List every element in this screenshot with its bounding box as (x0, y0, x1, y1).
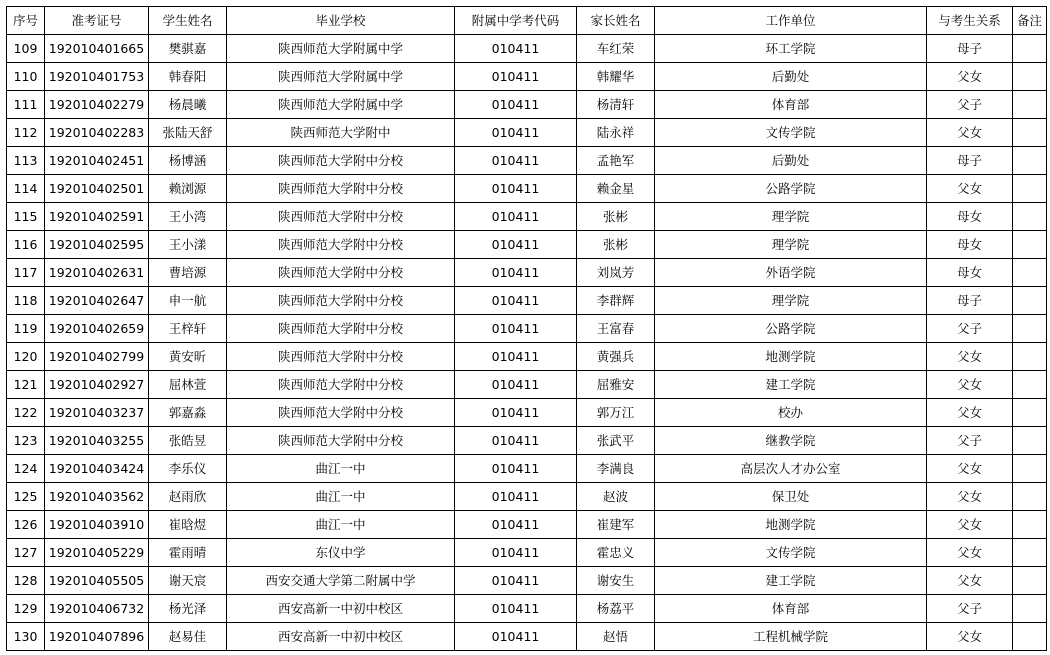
cell-student-name: 赖浏源 (149, 175, 227, 203)
cell-parent-name: 陆永祥 (577, 119, 655, 147)
cell-graduation-school: 曲江一中 (227, 483, 455, 511)
cell-ticket-number: 192010407896 (45, 623, 149, 651)
cell-remark (1013, 455, 1047, 483)
cell-index: 116 (7, 231, 45, 259)
cell-relationship: 父女 (927, 175, 1013, 203)
cell-school-code: 010411 (455, 119, 577, 147)
cell-index: 117 (7, 259, 45, 287)
cell-parent-name: 张彬 (577, 231, 655, 259)
cell-index: 110 (7, 63, 45, 91)
cell-parent-name: 赵悟 (577, 623, 655, 651)
cell-index: 125 (7, 483, 45, 511)
cell-remark (1013, 287, 1047, 315)
table-row (7, 399, 1047, 427)
cell-remark (1013, 623, 1047, 651)
cell-work-unit: 理学院 (655, 231, 927, 259)
cell-remark (1013, 63, 1047, 91)
cell-ticket-number: 192010402647 (45, 287, 149, 315)
cell-relationship: 父子 (927, 91, 1013, 119)
cell-work-unit: 体育部 (655, 595, 927, 623)
cell-ticket-number: 192010402591 (45, 203, 149, 231)
cell-student-name: 张陆天舒 (149, 119, 227, 147)
cell-remark (1013, 567, 1047, 595)
cell-school-code: 010411 (455, 567, 577, 595)
cell-work-unit: 体育部 (655, 91, 927, 119)
cell-relationship: 父女 (927, 483, 1013, 511)
cell-remark (1013, 539, 1047, 567)
cell-graduation-school: 东仪中学 (227, 539, 455, 567)
cell-ticket-number: 192010403910 (45, 511, 149, 539)
cell-parent-name: 车红荣 (577, 35, 655, 63)
cell-student-name: 杨博涵 (149, 147, 227, 175)
cell-school-code: 010411 (455, 315, 577, 343)
cell-work-unit: 环工学院 (655, 35, 927, 63)
cell-student-name: 黄安昕 (149, 343, 227, 371)
cell-school-code: 010411 (455, 371, 577, 399)
cell-index: 129 (7, 595, 45, 623)
cell-school-code: 010411 (455, 259, 577, 287)
cell-parent-name: 李群辉 (577, 287, 655, 315)
table-row (7, 343, 1047, 371)
cell-graduation-school: 陕西师范大学附属中学 (227, 63, 455, 91)
cell-work-unit: 校办 (655, 399, 927, 427)
cell-graduation-school: 陕西师范大学附中分校 (227, 147, 455, 175)
table-row (7, 623, 1047, 651)
cell-index: 109 (7, 35, 45, 63)
cell-index: 114 (7, 175, 45, 203)
cell-remark (1013, 231, 1047, 259)
cell-work-unit: 地测学院 (655, 511, 927, 539)
cell-relationship: 父女 (927, 399, 1013, 427)
cell-student-name: 杨晨曦 (149, 91, 227, 119)
cell-work-unit: 工程机械学院 (655, 623, 927, 651)
table-row (7, 35, 1047, 63)
cell-work-unit: 保卫处 (655, 483, 927, 511)
cell-parent-name: 张武平 (577, 427, 655, 455)
cell-index: 111 (7, 91, 45, 119)
cell-work-unit: 理学院 (655, 203, 927, 231)
cell-school-code: 010411 (455, 343, 577, 371)
cell-index: 127 (7, 539, 45, 567)
cell-ticket-number: 192010402279 (45, 91, 149, 119)
cell-student-name: 王小湾 (149, 203, 227, 231)
cell-work-unit: 建工学院 (655, 567, 927, 595)
table-row (7, 203, 1047, 231)
column-header-school-code: 附属中学考代码 (455, 7, 577, 35)
cell-ticket-number: 192010403562 (45, 483, 149, 511)
cell-ticket-number: 192010405229 (45, 539, 149, 567)
cell-student-name: 李乐仪 (149, 455, 227, 483)
cell-graduation-school: 曲江一中 (227, 455, 455, 483)
cell-remark (1013, 259, 1047, 287)
cell-school-code: 010411 (455, 595, 577, 623)
cell-student-name: 曹培源 (149, 259, 227, 287)
cell-remark (1013, 147, 1047, 175)
cell-relationship: 父女 (927, 623, 1013, 651)
cell-parent-name: 张彬 (577, 203, 655, 231)
cell-student-name: 王梓轩 (149, 315, 227, 343)
cell-school-code: 010411 (455, 63, 577, 91)
cell-remark (1013, 343, 1047, 371)
cell-work-unit: 后勤处 (655, 147, 927, 175)
table-row (7, 119, 1047, 147)
student-roster-table (6, 6, 1047, 651)
cell-ticket-number: 192010406732 (45, 595, 149, 623)
cell-school-code: 010411 (455, 623, 577, 651)
table-row (7, 259, 1047, 287)
table-row (7, 427, 1047, 455)
cell-parent-name: 黄强兵 (577, 343, 655, 371)
cell-index: 126 (7, 511, 45, 539)
cell-relationship: 父女 (927, 119, 1013, 147)
cell-graduation-school: 西安高新一中初中校区 (227, 623, 455, 651)
table-row (7, 91, 1047, 119)
cell-index: 130 (7, 623, 45, 651)
table-row (7, 147, 1047, 175)
cell-ticket-number: 192010402501 (45, 175, 149, 203)
column-header-ticket-number: 准考证号 (45, 7, 149, 35)
cell-student-name: 郭嘉淼 (149, 399, 227, 427)
cell-parent-name: 韩耀华 (577, 63, 655, 91)
cell-remark (1013, 119, 1047, 147)
cell-student-name: 王小漾 (149, 231, 227, 259)
cell-ticket-number: 192010402451 (45, 147, 149, 175)
cell-school-code: 010411 (455, 427, 577, 455)
cell-school-code: 010411 (455, 147, 577, 175)
cell-graduation-school: 陕西师范大学附中分校 (227, 203, 455, 231)
cell-remark (1013, 315, 1047, 343)
cell-school-code: 010411 (455, 203, 577, 231)
cell-graduation-school: 陕西师范大学附中分校 (227, 287, 455, 315)
cell-school-code: 010411 (455, 231, 577, 259)
cell-index: 120 (7, 343, 45, 371)
cell-work-unit: 外语学院 (655, 259, 927, 287)
cell-school-code: 010411 (455, 511, 577, 539)
cell-relationship: 父女 (927, 567, 1013, 595)
table-row (7, 539, 1047, 567)
cell-remark (1013, 175, 1047, 203)
cell-remark (1013, 483, 1047, 511)
cell-work-unit: 文传学院 (655, 119, 927, 147)
cell-remark (1013, 35, 1047, 63)
cell-parent-name: 刘岚芳 (577, 259, 655, 287)
cell-ticket-number: 192010402799 (45, 343, 149, 371)
cell-ticket-number: 192010401665 (45, 35, 149, 63)
cell-parent-name: 郭万江 (577, 399, 655, 427)
cell-school-code: 010411 (455, 399, 577, 427)
table-body (7, 35, 1047, 651)
cell-work-unit: 后勤处 (655, 63, 927, 91)
cell-work-unit: 地测学院 (655, 343, 927, 371)
cell-parent-name: 谢安生 (577, 567, 655, 595)
cell-parent-name: 杨清轩 (577, 91, 655, 119)
cell-relationship: 父女 (927, 539, 1013, 567)
cell-relationship: 父子 (927, 315, 1013, 343)
cell-parent-name: 屈雅安 (577, 371, 655, 399)
cell-graduation-school: 陕西师范大学附属中学 (227, 91, 455, 119)
cell-relationship: 父子 (927, 427, 1013, 455)
cell-student-name: 申一航 (149, 287, 227, 315)
cell-relationship: 母子 (927, 147, 1013, 175)
cell-relationship: 母子 (927, 287, 1013, 315)
cell-work-unit: 文传学院 (655, 539, 927, 567)
cell-parent-name: 崔建军 (577, 511, 655, 539)
cell-graduation-school: 陕西师范大学附中分校 (227, 399, 455, 427)
column-header-remark: 备注 (1013, 7, 1047, 35)
cell-parent-name: 杨荔平 (577, 595, 655, 623)
table-row (7, 455, 1047, 483)
cell-school-code: 010411 (455, 35, 577, 63)
cell-graduation-school: 曲江一中 (227, 511, 455, 539)
table-row (7, 511, 1047, 539)
cell-work-unit: 理学院 (655, 287, 927, 315)
cell-student-name: 屈林萱 (149, 371, 227, 399)
cell-student-name: 谢天宸 (149, 567, 227, 595)
cell-graduation-school: 陕西师范大学附中分校 (227, 343, 455, 371)
cell-ticket-number: 192010405505 (45, 567, 149, 595)
table-row (7, 371, 1047, 399)
cell-graduation-school: 陕西师范大学附中分校 (227, 259, 455, 287)
cell-parent-name: 霍忠义 (577, 539, 655, 567)
cell-parent-name: 孟艳军 (577, 147, 655, 175)
cell-graduation-school: 陕西师范大学附中分校 (227, 175, 455, 203)
cell-remark (1013, 511, 1047, 539)
cell-remark (1013, 371, 1047, 399)
cell-graduation-school: 西安交通大学第二附属中学 (227, 567, 455, 595)
cell-relationship: 母女 (927, 259, 1013, 287)
cell-index: 122 (7, 399, 45, 427)
cell-index: 119 (7, 315, 45, 343)
cell-school-code: 010411 (455, 455, 577, 483)
cell-student-name: 崔晗煜 (149, 511, 227, 539)
column-header-student-name: 学生姓名 (149, 7, 227, 35)
cell-school-code: 010411 (455, 287, 577, 315)
column-header-work-unit: 工作单位 (655, 7, 927, 35)
cell-parent-name: 赵波 (577, 483, 655, 511)
cell-relationship: 母女 (927, 231, 1013, 259)
cell-student-name: 杨光泽 (149, 595, 227, 623)
cell-index: 124 (7, 455, 45, 483)
cell-ticket-number: 192010403255 (45, 427, 149, 455)
cell-student-name: 赵易佳 (149, 623, 227, 651)
cell-graduation-school: 陕西师范大学附中分校 (227, 231, 455, 259)
cell-student-name: 赵雨欣 (149, 483, 227, 511)
cell-ticket-number: 192010402283 (45, 119, 149, 147)
cell-student-name: 韩春阳 (149, 63, 227, 91)
cell-graduation-school: 陕西师范大学附属中学 (227, 35, 455, 63)
cell-remark (1013, 427, 1047, 455)
cell-graduation-school: 陕西师范大学附中分校 (227, 427, 455, 455)
cell-index: 123 (7, 427, 45, 455)
table-header-row (7, 7, 1047, 35)
cell-relationship: 父女 (927, 371, 1013, 399)
cell-graduation-school: 陕西师范大学附中 (227, 119, 455, 147)
table-header (7, 7, 1047, 35)
cell-school-code: 010411 (455, 483, 577, 511)
column-header-relationship: 与考生关系 (927, 7, 1013, 35)
cell-index: 118 (7, 287, 45, 315)
cell-remark (1013, 91, 1047, 119)
cell-relationship: 父女 (927, 511, 1013, 539)
cell-index: 113 (7, 147, 45, 175)
column-header-parent-name: 家长姓名 (577, 7, 655, 35)
cell-ticket-number: 192010401753 (45, 63, 149, 91)
cell-ticket-number: 192010403424 (45, 455, 149, 483)
table-row (7, 287, 1047, 315)
cell-index: 115 (7, 203, 45, 231)
table-row (7, 595, 1047, 623)
cell-remark (1013, 203, 1047, 231)
cell-work-unit: 继教学院 (655, 427, 927, 455)
cell-parent-name: 李满良 (577, 455, 655, 483)
cell-relationship: 父女 (927, 455, 1013, 483)
cell-index: 112 (7, 119, 45, 147)
cell-relationship: 父子 (927, 595, 1013, 623)
cell-school-code: 010411 (455, 539, 577, 567)
cell-ticket-number: 192010402927 (45, 371, 149, 399)
cell-ticket-number: 192010403237 (45, 399, 149, 427)
column-header-index: 序号 (7, 7, 45, 35)
table-row (7, 483, 1047, 511)
cell-work-unit: 公路学院 (655, 315, 927, 343)
cell-ticket-number: 192010402595 (45, 231, 149, 259)
cell-relationship: 父女 (927, 343, 1013, 371)
cell-relationship: 母女 (927, 203, 1013, 231)
cell-graduation-school: 陕西师范大学附中分校 (227, 315, 455, 343)
table-row (7, 315, 1047, 343)
cell-ticket-number: 192010402631 (45, 259, 149, 287)
table-row (7, 567, 1047, 595)
cell-relationship: 父女 (927, 63, 1013, 91)
cell-index: 128 (7, 567, 45, 595)
table-row (7, 231, 1047, 259)
cell-remark (1013, 595, 1047, 623)
cell-work-unit: 高层次人才办公室 (655, 455, 927, 483)
cell-ticket-number: 192010402659 (45, 315, 149, 343)
cell-school-code: 010411 (455, 91, 577, 119)
cell-student-name: 霍雨晴 (149, 539, 227, 567)
table-row (7, 175, 1047, 203)
cell-relationship: 母子 (927, 35, 1013, 63)
cell-student-name: 张皓昱 (149, 427, 227, 455)
cell-school-code: 010411 (455, 175, 577, 203)
cell-parent-name: 赖金星 (577, 175, 655, 203)
cell-student-name: 樊骐嘉 (149, 35, 227, 63)
cell-parent-name: 王富春 (577, 315, 655, 343)
cell-work-unit: 建工学院 (655, 371, 927, 399)
cell-graduation-school: 陕西师范大学附中分校 (227, 371, 455, 399)
column-header-graduation-school: 毕业学校 (227, 7, 455, 35)
cell-index: 121 (7, 371, 45, 399)
cell-remark (1013, 399, 1047, 427)
table-row (7, 63, 1047, 91)
cell-graduation-school: 西安高新一中初中校区 (227, 595, 455, 623)
cell-work-unit: 公路学院 (655, 175, 927, 203)
